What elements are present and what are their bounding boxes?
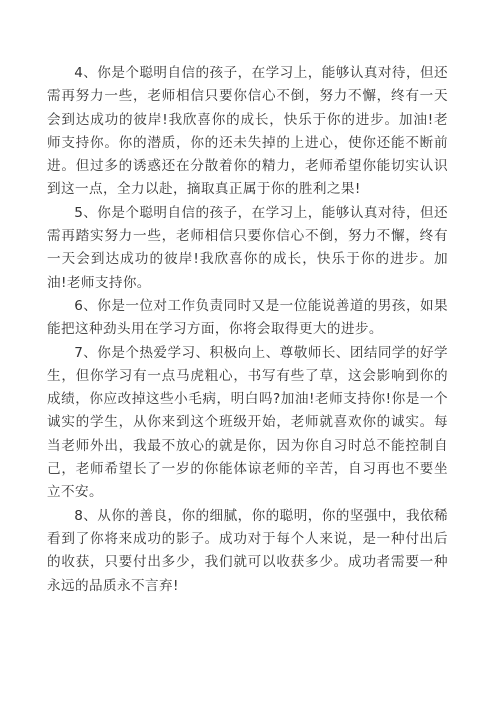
paragraph-7: 7、你是个热爱学习、积极向上、尊敬师长、团结同学的好学生，但你学习有一点马虎粗心，书写有些了草，这会影响到你的成绩，你应改掉这些小毛病，明白吗?加油!老师支持你!你是一个诚实的学生，从你来到这个班级开始，老师就喜欢你的诚实。每当老师外出，我最不放心的就是你，因为你自习时总不能控制自己，老师希望长了一岁的你能体谅老师的辛苦，自习再也不要坐立不安。 bbox=[47, 344, 448, 501]
paragraph-6: 6、你是一位对工作负责同时又是一位能说善道的男孩，如果能把这种劲头用在学习方面，你将会取得更大的进步。 bbox=[47, 297, 448, 338]
paragraph-8: 8、从你的善良，你的细腻，你的聪明，你的坚强中，我依稀看到了你将来成功的影子。成功对于每个人来说，是一种付出后的收获，只要付出多少，我们就可以收获多少。成功者需要一种永远的品质永不言弃! bbox=[47, 507, 448, 594]
paragraph-5: 5、你是个聪明自信的孩子，在学习上，能够认真对待，但还需再踏实努力一些，老师相信只要你信心不倒，努力不懈，终有一天会到达成功的彼岸!我欣喜你的成长，快乐于你的进步。加油!老师支持你。 bbox=[47, 204, 448, 291]
paragraph-4: 4、你是个聪明自信的孩子，在学习上，能够认真对待，但还需再努力一些，老师相信只要你信心不倒，努力不懈，终有一天会到达成功的彼岸!我欣喜你的成长，快乐于你的进步。加油!老师支持你。你的潜质，你的还未失掉的上进心，使你还能不断前进。但过多的诱惑还在分散着你的精力，老师希望你能切实认识到这一点，全力以赴，摘取真正属于你的胜利之果! bbox=[47, 65, 448, 198]
